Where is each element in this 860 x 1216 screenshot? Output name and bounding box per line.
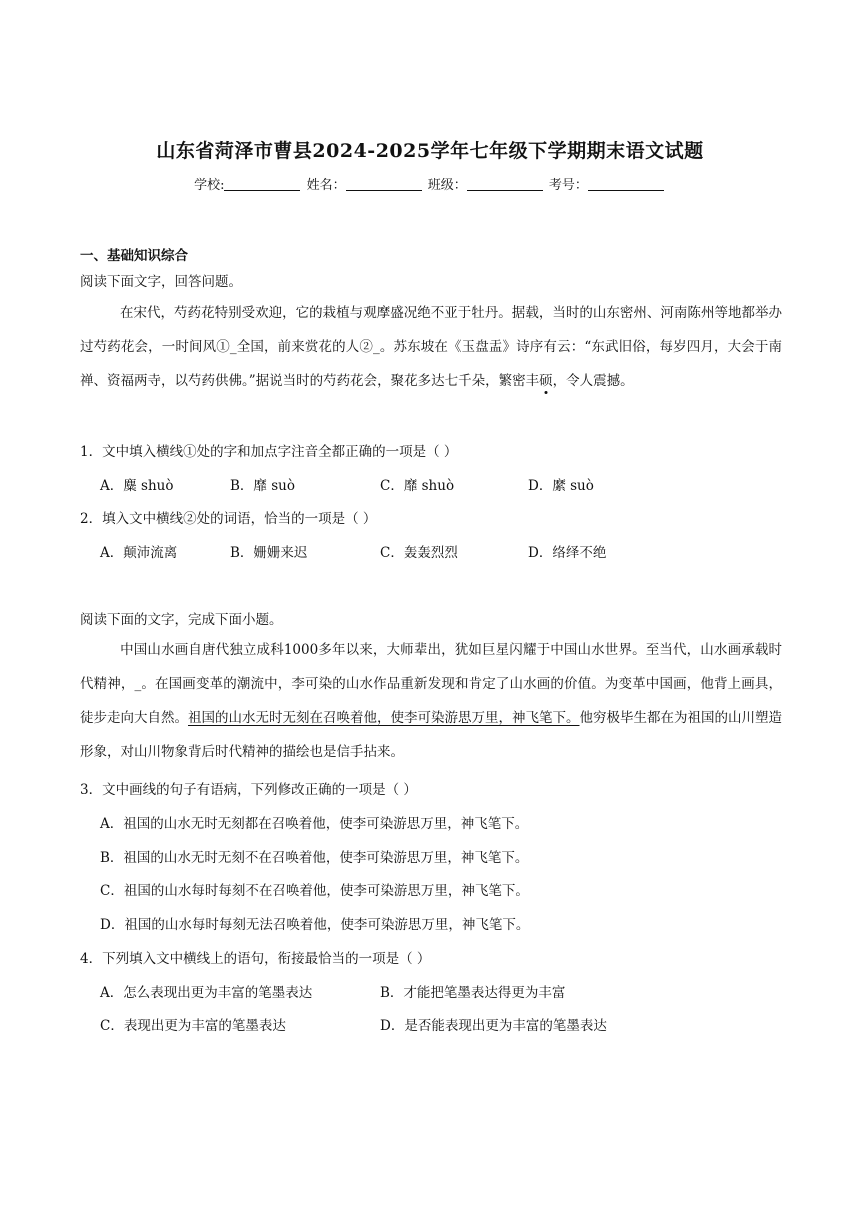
student-info-line (0, 174, 860, 193)
passage-1-text: 在宋代，芍药花特别受欢迎，它的栽植与观摩盛况绝不亚于牡丹。据载，当时的山东密州、河南陈州等地都举办过芍药花会，一时间风①_全国，前来赏花的人②_。苏东坡在《玉盘盂》诗序有云：“东武旧俗，每岁四月，大会于南禅、资福两寺，以芍药供佛。”据说当时的芍药花会，聚花多达七千朵，繁密丰 (80, 305, 782, 389)
dotted-char: 硕 (539, 373, 553, 389)
q2-option-b[interactable]: B．姗姗来迟 (230, 545, 308, 561)
q4-option-a[interactable]: A．怎么表现出更为丰富的笔墨表达 (100, 985, 313, 1001)
q2-option-a[interactable]: A．颠沛流离 (100, 545, 178, 561)
q1-option-d[interactable]: D．縻 suò (528, 478, 594, 494)
q4-option-d[interactable]: D．是否能表现出更为丰富的笔墨表达 (380, 1018, 607, 1034)
exam-no-label: 考号： (548, 178, 588, 193)
q3-option-c[interactable]: C．祖国的山水每时每刻不在召唤着他，使李可染游思万里，神飞笔下。 (100, 883, 529, 899)
q1-option-c[interactable]: C．靡 shuò (380, 478, 455, 494)
q3-option-b[interactable]: B．祖国的山水无时无刻不在召唤着他，使李可染游思万里，神飞笔下。 (100, 850, 529, 866)
question-1-stem: 1．文中填入横线①处的字和加点字注音全都正确的一项是（ ） (80, 444, 458, 460)
q1-option-b[interactable]: B．靡 suò (230, 478, 295, 494)
name-blank (346, 178, 422, 191)
q2-option-c[interactable]: C．轰轰烈烈 (380, 545, 458, 561)
q4-option-c[interactable]: C．表现出更为丰富的笔墨表达 (100, 1018, 286, 1034)
passage-2 (80, 633, 782, 769)
school-blank (224, 178, 300, 191)
name-label: 姓名： (306, 178, 346, 193)
reading-intro-2: 阅读下面的文字，完成下面小题。 (80, 612, 283, 628)
school-label: 学校: (194, 178, 225, 193)
passage-1 (80, 296, 782, 398)
section-heading: 一、基础知识综合 (80, 248, 188, 264)
q1-option-a[interactable]: A．麋 shuò (100, 478, 174, 494)
passage-2-text: 中国山水画自唐代独立成科1000多年以来，大师辈出，犹如巨星闪耀于中国山水世界。至当代，山水画承载时代精神，_。在国画变革的潮流中，李可染的山水作品重新发现和肯定了山水画的价值。为变革中国画，他背上画具，徒步走向大自然。 (80, 642, 782, 726)
q3-option-a[interactable]: A．祖国的山水无时无刻都在召唤着他，使李可染游思万里，神飞笔下。 (100, 816, 529, 832)
question-3-stem: 3．文中画线的句子有语病，下列修改正确的一项是（ ） (80, 782, 417, 798)
question-2-stem: 2．填入文中横线②处的词语，恰当的一项是（ ） (80, 511, 377, 527)
exam-no-blank (588, 178, 664, 191)
q4-option-b[interactable]: B．才能把笔墨表达得更为丰富 (380, 985, 566, 1001)
page-title: 山东省菏泽市曹县2024-2025学年七年级下学期期末语文试题 (156, 140, 704, 162)
q2-option-d[interactable]: D．络绎不绝 (528, 545, 607, 561)
reading-intro-1: 阅读下面文字，回答问题。 (80, 274, 242, 290)
underlined-sentence: 祖国的山水无时无刻在召唤着他，使李可染游思万里，神飞笔下。 (188, 710, 580, 726)
question-4-stem: 4．下列填入文中横线上的语句，衔接最恰当的一项是（ ） (80, 951, 431, 967)
passage-2-end: 他穷极毕生都在为祖国的山川塑造形象，对山川物象背后时代精神的描绘也是信手拈来。 (80, 710, 782, 760)
passage-1-end: ，令人震撼。 (552, 373, 634, 389)
class-blank (467, 178, 543, 191)
q3-option-d[interactable]: D．祖国的山水每时每刻无法召唤着他，使李可染游思万里，神飞笔下。 (100, 917, 530, 933)
class-label: 班级： (427, 178, 467, 193)
